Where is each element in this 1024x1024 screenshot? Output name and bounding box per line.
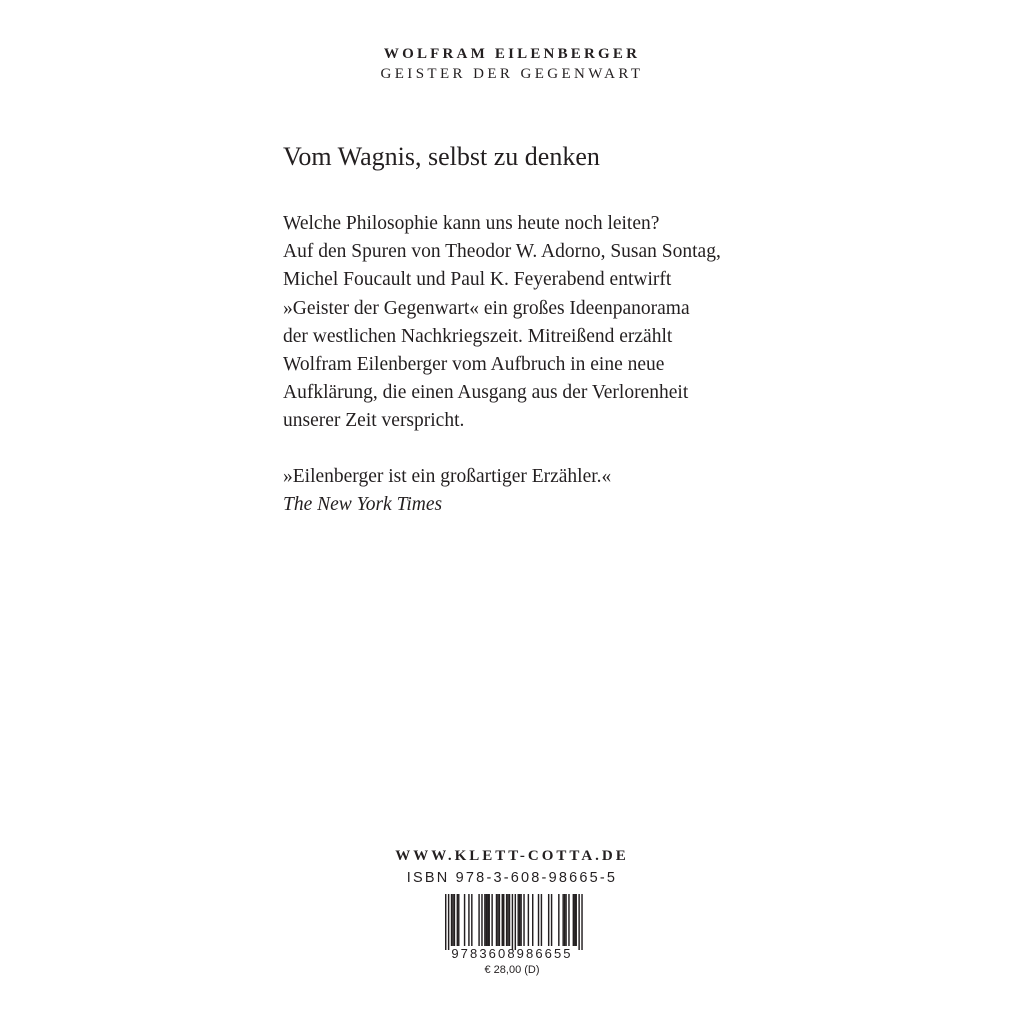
barcode-bar [558,894,559,946]
barcode [432,892,592,962]
barcode-bar [448,894,449,950]
barcode-bar [468,894,469,946]
barcode-bar [562,894,563,946]
barcode-bar [551,894,552,946]
barcode-bar [565,894,566,946]
barcode-bar [499,894,500,946]
barcode-bar [518,894,519,946]
barcode-bar [528,894,529,946]
blurb-line: Welche Philosophie kann uns heute noch leiten? [283,213,660,234]
publisher-website: WWW.KLETT-COTTA.DE [395,848,629,864]
blurb-line: Aufklärung, die einen Ausgang aus der Verlorenheit [283,382,689,404]
barcode-bar [573,894,574,946]
blurb-line: Wolfram Eilenberger vom Aufbruch in eine neue [283,354,665,376]
barcode-bar [520,894,521,946]
blurb-line: unserer Zeit verspricht. [283,410,465,432]
barcode-bar [581,894,582,950]
author-name: WOLFRAM EILENBERGER [383,46,641,62]
barcode-bar [489,894,490,946]
barcode-bar [478,894,479,946]
cover-footer [0,845,1024,889]
barcode-bar [532,894,533,946]
barcode-bars [445,894,583,950]
barcode-bar [523,894,524,946]
blurb-line: Michel Foucault und Paul K. Feyerabend entwirft [283,269,672,291]
barcode-bar [578,894,579,950]
barcode-bar [512,894,513,950]
barcode-bar [574,894,575,946]
barcode-bar [497,894,498,946]
barcode-bar [507,894,508,946]
barcode-bar [519,894,520,946]
blurb-line: Auf den Spuren von Theodor W. Adorno, Susan Sontag, [283,241,721,263]
barcode-bar [568,894,569,946]
barcode-bar [451,894,452,946]
barcode-bar [576,894,577,946]
blurb-headline: Vom Wagnis, selbst zu denken [283,142,600,171]
price-label: € 28,00 (D) [484,964,540,976]
barcode-bar [509,894,510,946]
blurb-text [283,210,753,436]
barcode-bar [484,894,485,946]
barcode-bar [503,894,504,946]
blurb-line: »Geister der Gegenwart« ein großes Ideenpanorama [283,297,690,319]
barcode-bar [481,894,482,946]
barcode-bar [564,894,565,946]
barcode-bar [464,894,465,946]
barcode-digits: 9783608986655 [451,946,573,961]
quote-text: »Eilenberger ist ein großartiger Erzähler.« [283,466,612,487]
press-quote [283,463,611,519]
barcode-bar [506,894,507,946]
barcode-bar [502,894,503,946]
barcode-bar [491,894,492,946]
barcode-graphic [432,892,592,962]
barcode-bar [486,894,487,946]
barcode-bar [445,894,446,950]
barcode-bar [538,894,539,946]
barcode-bar [454,894,455,946]
quote-source: The New York Times [283,494,443,516]
barcode-bar [515,894,516,950]
barcode-bar [541,894,542,946]
barcode-bar [496,894,497,946]
barcode-bar [458,894,459,946]
barcode-bar [487,894,488,946]
barcode-bar [457,894,458,946]
book-title: GEISTER DER GEGENWART [380,66,644,82]
barcode-bar [452,894,453,946]
cover-header [0,44,1024,84]
blurb-line: der westlichen Nachkriegszeit. Mitreißend erzählt [283,325,673,347]
barcode-bar [471,894,472,946]
isbn-number: ISBN 978-3-608-98665-5 [406,870,618,886]
barcode-bar [548,894,549,946]
